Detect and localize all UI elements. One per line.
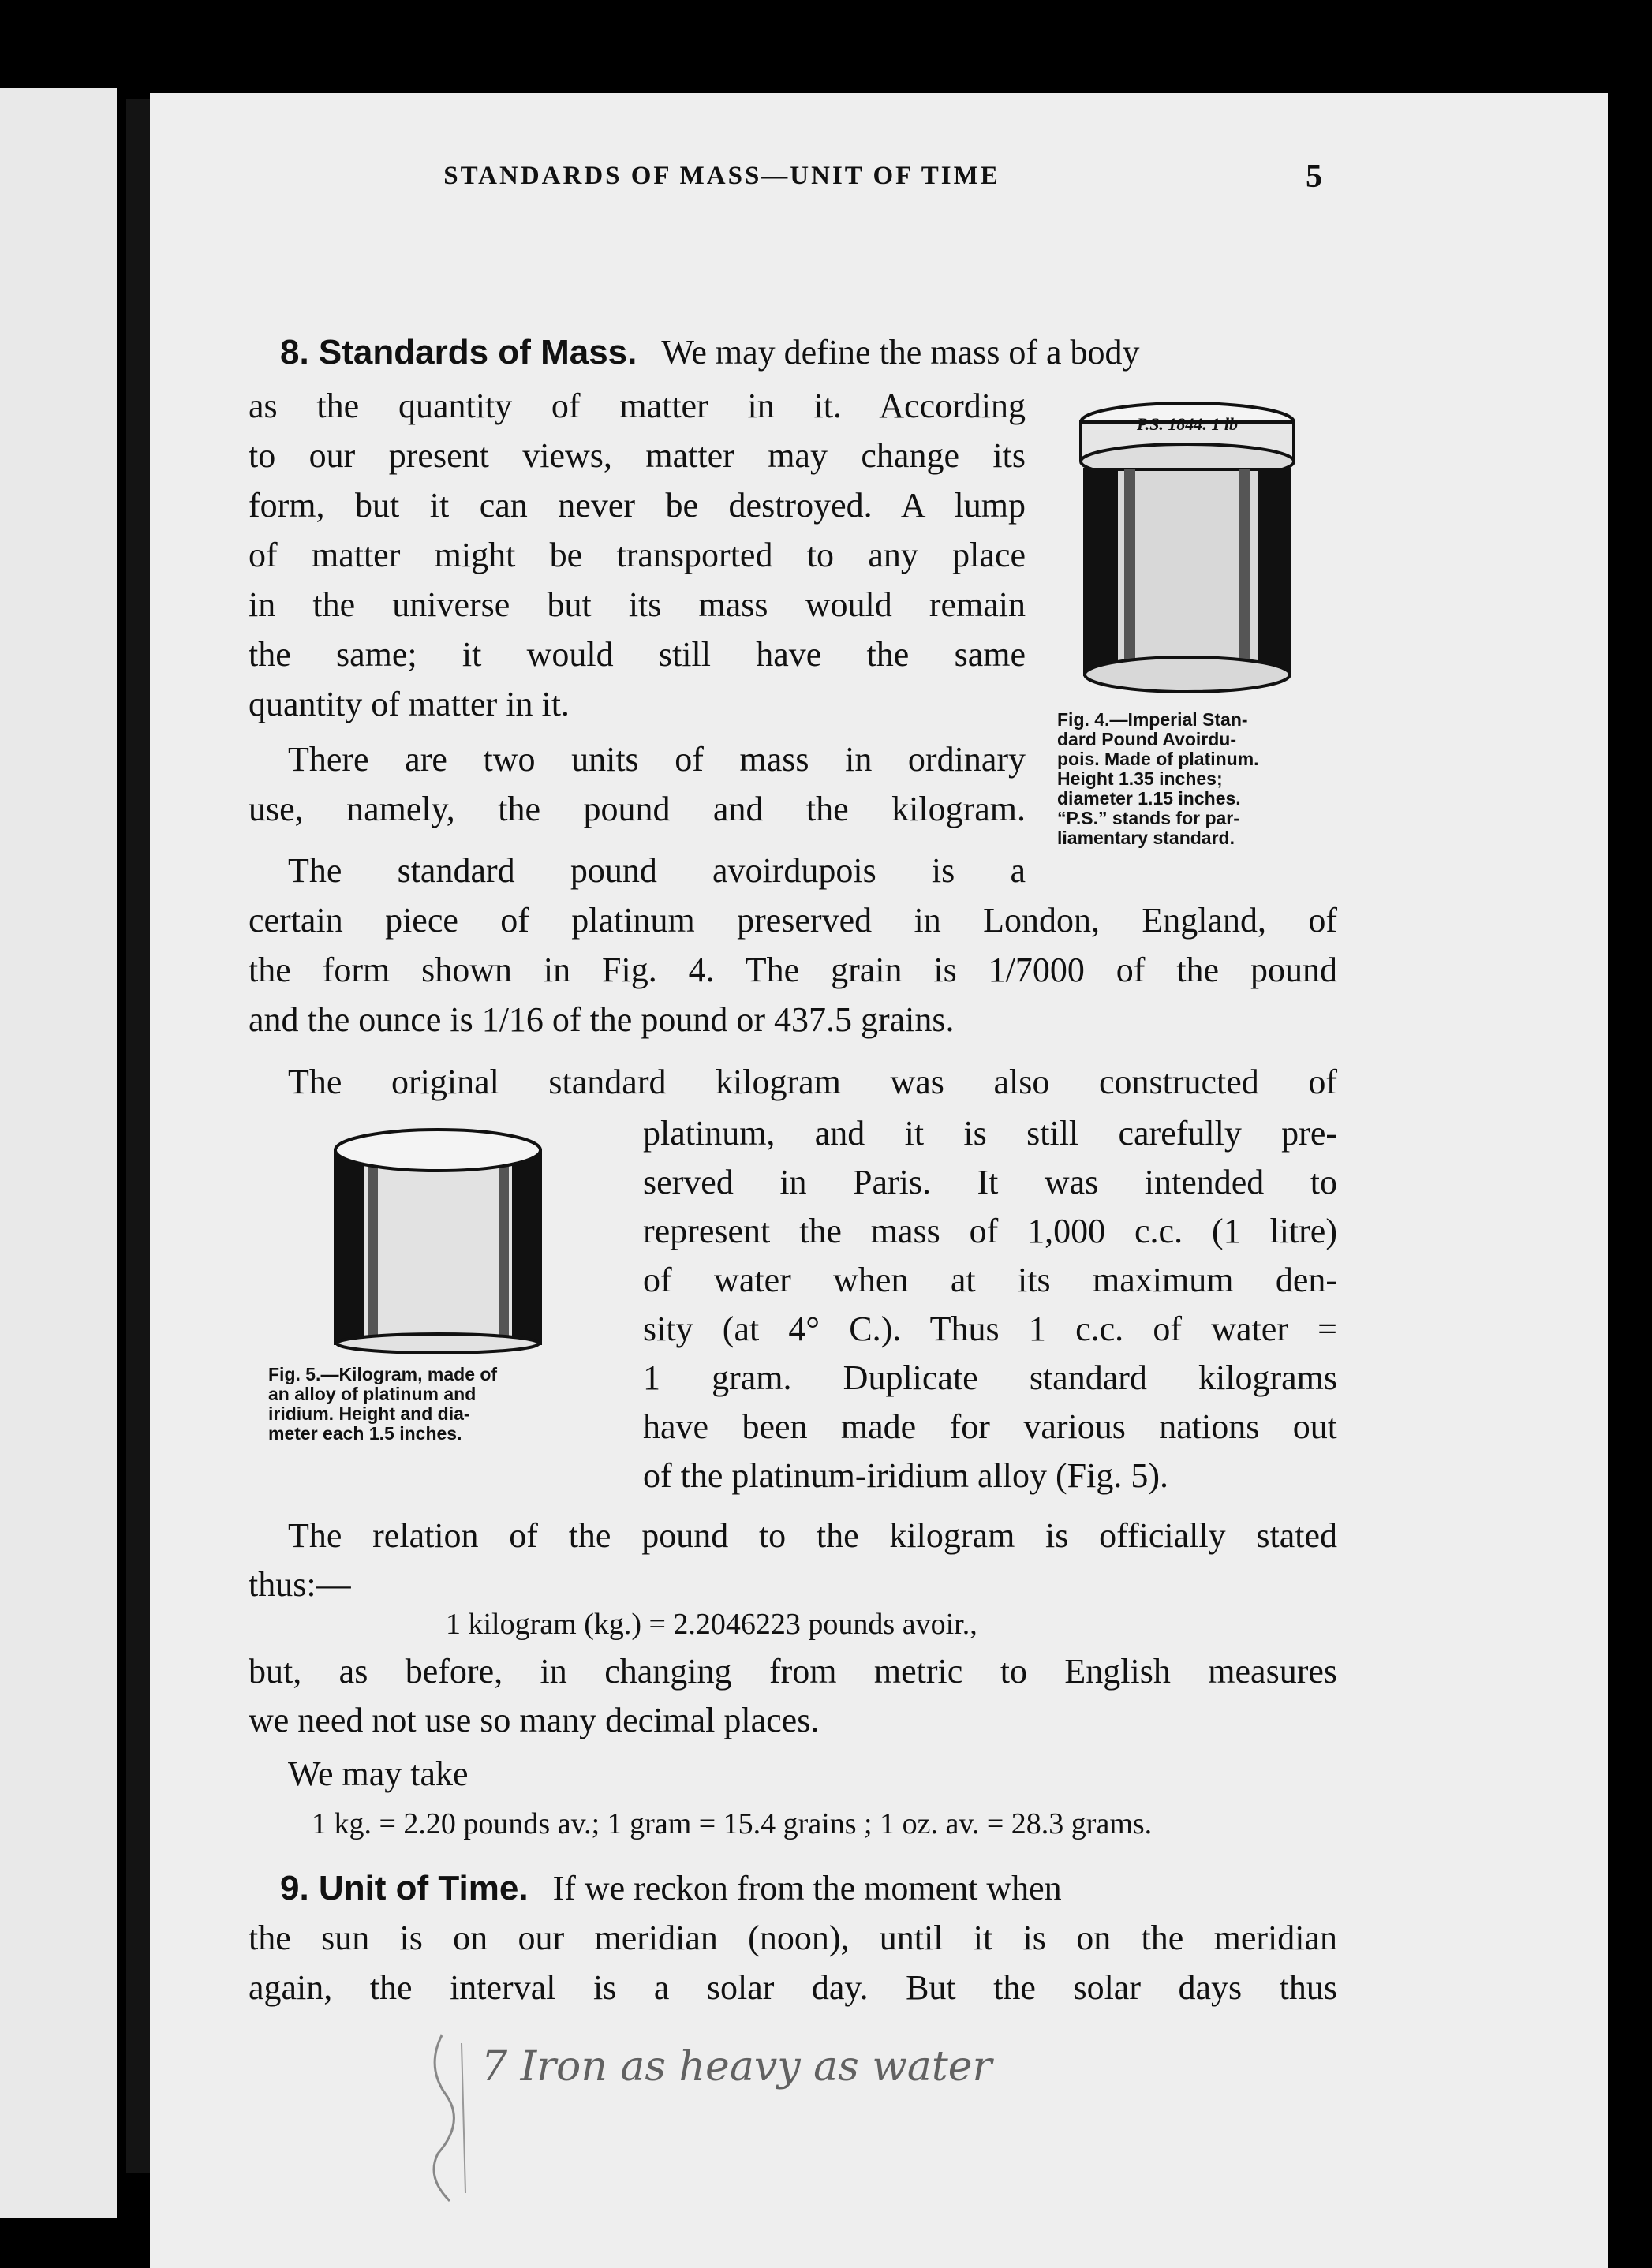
paragraph-line: as the quantity of matter in it. According (249, 387, 1026, 425)
fig4-pound-weight-drawing (1061, 398, 1314, 702)
section-8-heading: 8. Standards of Mass. (280, 333, 637, 372)
paragraph-line: certain piece of platinum preserved in London, England, of (249, 901, 1337, 940)
paragraph-line: 1 gram. Duplicate standard kilograms (643, 1358, 1337, 1397)
paragraph-line: the form shown in Fig. 4. The grain is 1/7000 of the pound (249, 951, 1337, 989)
book-gutter (126, 99, 150, 2173)
paragraph-line: served in Paris. It was intended to (643, 1163, 1337, 1201)
paragraph-line: sity (at 4° C.). Thus 1 c.c. of water = (643, 1310, 1337, 1348)
paragraph-line: We may take (288, 1754, 469, 1793)
fig5-caption: Fig. 5.—Kilogram, made of an alloy of platinum and iridium. Height and dia- meter each 1.5 inches. (268, 1364, 498, 1444)
paragraph-line: have been made for various nations out (643, 1407, 1337, 1446)
paragraph-line: the sun is on our meridian (noon), until it is on the meridian (249, 1919, 1337, 1957)
paragraph-line: again, the interval is a solar day. But the solar days thus (249, 1968, 1337, 2007)
paragraph-line: There are two units of mass in ordinary (288, 740, 1026, 779)
section-9-heading: 9. Unit of Time. (280, 1869, 529, 1907)
paragraph-line: the same; it would still have the same (249, 635, 1026, 674)
equation-conversions: 1 kg. = 2.20 pounds av.; 1 gram = 15.4 grains ; 1 oz. av. = 28.3 grams. (312, 1807, 1153, 1840)
paragraph-line: represent the mass of 1,000 c.c. (1 litre) (643, 1212, 1337, 1250)
paragraph-line: The relation of the pound to the kilogram is officially stated (288, 1516, 1337, 1555)
section-8-intro: We may define the mass of a body (661, 333, 1140, 372)
handwritten-scribble (418, 2020, 489, 2209)
adjacent-page-edge (0, 88, 117, 2218)
paragraph-line: we need not use so many decimal places. (249, 1701, 820, 1739)
paragraph-line: The original standard kilogram was also constructed of (288, 1063, 1337, 1101)
paragraph-line: in the universe but its mass would remain (249, 585, 1026, 624)
paragraph-line: of the platinum-iridium alloy (Fig. 5). (643, 1456, 1169, 1495)
paragraph-line: The standard pound avoirdupois is a (288, 851, 1026, 890)
fig4-caption: Fig. 4.—Imperial Stan- dard Pound Avoirdu- pois. Made of platinum. Height 1.35 inches; diameter 1.15 inches. “P.S.” stands for par- liamentary standard. (1057, 709, 1259, 848)
handwritten-note: 7 Iron as heavy as water (481, 2043, 992, 2091)
paragraph-line: quantity of matter in it. (249, 685, 570, 723)
paragraph-line: use, namely, the pound and the kilogram. (249, 790, 1026, 828)
running-header: STANDARDS OF MASS—UNIT OF TIME (443, 162, 1000, 190)
section-8-first-line (280, 331, 1337, 374)
fig5-kilogram-drawing (320, 1120, 556, 1357)
equation-kilogram-pounds: 1 kilogram (kg.) = 2.2046223 pounds avoir., (446, 1608, 977, 1641)
paragraph-line: form, but it can never be destroyed. A lump (249, 486, 1026, 525)
paragraph-line: of water when at its maximum den- (643, 1261, 1337, 1299)
paragraph-line: to our present views, matter may change its (249, 436, 1026, 475)
fig4-label: P.S. 1844. 1 lb (1137, 414, 1238, 434)
paragraph-line: of matter might be transported to any place (249, 536, 1026, 574)
paragraph-line: and the ounce is 1/16 of the pound or 437.5 grains. (249, 1000, 955, 1039)
page-number: 5 (1306, 159, 1322, 195)
section-9-intro: If we reckon from the moment when (552, 1869, 1062, 1907)
section-9-first-line (280, 1867, 1337, 1910)
paragraph-line: but, as before, in changing from metric to English measures (249, 1652, 1337, 1691)
paragraph-line: thus:— (249, 1565, 351, 1604)
paragraph-line: platinum, and it is still carefully pre- (643, 1114, 1337, 1153)
